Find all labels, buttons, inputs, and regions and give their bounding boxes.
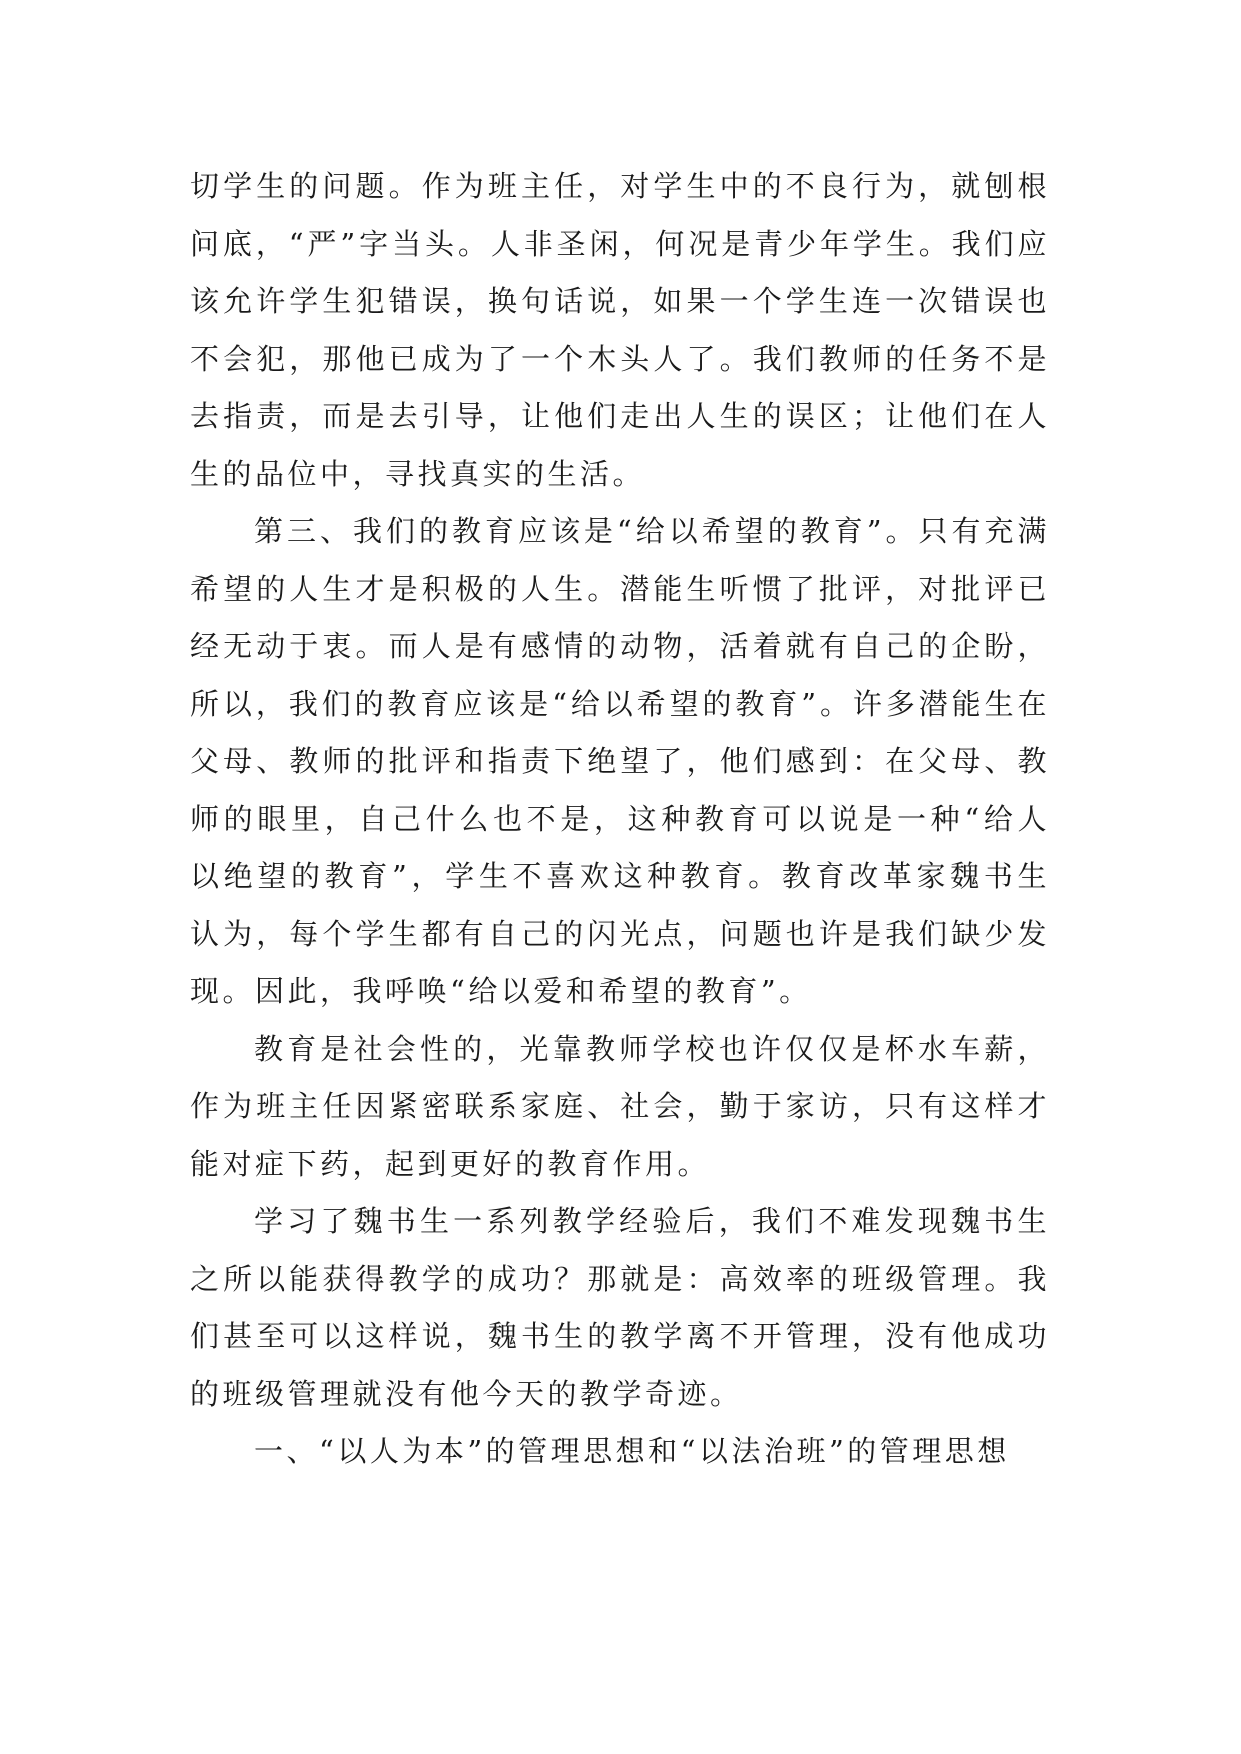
paragraph-continued: 切学生的问题。作为班主任，对学生中的不良行为，就刨根问底，“严”字当头。人非圣闲，何况是青少年学生。我们应该允许学生犯错误，换句话说，如果一个学生连一次错误也不会犯，那他已成为了一个木头人了。我们教师的任务不是去指责，而是去引导，让他们走出人生的误区；让他们在人生的品位中，寻找真实的生活。 bbox=[190, 169, 1050, 491]
paragraph-social-education: 教育是社会性的，光靠教师学校也许仅仅是杯水车薪，作为班主任因紧密联系家庭、社会，勤于家访，只有这样才能对症下药，起到更好的教育作用。 bbox=[190, 1031, 1050, 1181]
document-body bbox=[190, 158, 1050, 1481]
section-heading: 一、“以人为本”的管理思想和“以法治班”的管理思想 bbox=[254, 1434, 1010, 1468]
paragraph-third-point: 第三、我们的教育应该是“给以希望的教育”。只有充满希望的人生才是积极的人生。潜能生听惯了批评，对批评已经无动于衷。而人是有感情的动物，活着就有自己的企盼，所以，我们的教育应该是“给以希望的教育”。许多潜能生在父母、教师的批评和指责下绝望了，他们感到：在父母、教师的眼里，自己什么也不是，这种教育可以说是一种“给人以绝望的教育”，学生不喜欢这种教育。教育改革家魏书生认为，每个学生都有自己的闪光点，问题也许是我们缺少发现。因此，我呼唤“给以爱和希望的教育”。 bbox=[190, 514, 1050, 1008]
paragraph-wei-shusheng: 学习了魏书生一系列教学经验后，我们不难发现魏书生之所以能获得教学的成功？那就是：高效率的班级管理。我们甚至可以这样说，魏书生的教学离不开管理，没有他成功的班级管理就没有他今天的教学奇迹。 bbox=[190, 1204, 1050, 1411]
